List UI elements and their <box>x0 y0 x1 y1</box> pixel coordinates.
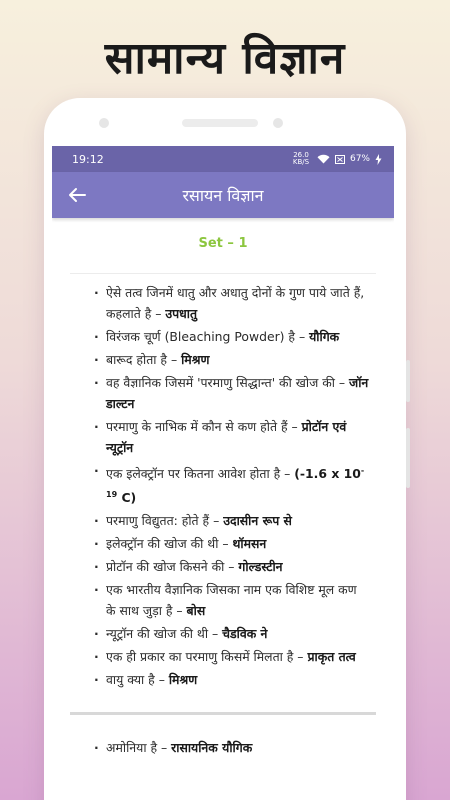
list-item: · अमोनिया है – रासायनिक यौगिक <box>96 737 370 758</box>
list-item: · परमाणु के नाभिक में कौन से कण होते हैं – प्रोटॉन एवं न्यूट्रॉन <box>96 416 370 458</box>
status-time: 19:12 <box>72 152 104 166</box>
wifi-icon <box>317 154 330 164</box>
list-item: · एक इलेक्ट्रॉन पर कितना आवेश होता है – (-1.6 x $10^{-19}$ C) <box>96 460 370 508</box>
battery-percent: 67% <box>349 154 370 164</box>
earpiece-speaker <box>182 119 258 127</box>
qa-list-next <box>70 715 376 758</box>
list-item: · वह वैज्ञानिक जिसमें 'परमाणु सिद्धान्त' की खोज की – जॉन डाल्टन <box>96 372 370 414</box>
power-button <box>406 428 410 488</box>
app-bar <box>52 172 394 218</box>
content-area[interactable] <box>52 236 394 758</box>
list-item: · विरंजक चूर्ण (Bleaching Powder) है – यौगिक <box>96 326 370 347</box>
back-arrow-icon[interactable] <box>66 184 88 206</box>
battery-charging-icon <box>375 154 382 165</box>
list-item: · वायु क्या है – मिश्रण <box>96 669 370 690</box>
data-speed: 26.0 KB/S <box>292 151 310 166</box>
phone-screen <box>52 146 394 800</box>
sensor-dot <box>273 118 283 128</box>
list-item: · न्यूट्रॉन की खोज की थी – चैडविक ने <box>96 623 370 644</box>
volume-button <box>406 360 410 402</box>
list-item: · एक भारतीय वैज्ञानिक जिसका नाम एक विशिष्ट मूल कण के साथ जुड़ा है – बोस <box>96 579 370 621</box>
list-item: · इलेक्ट्रॉन की खोज की थी – थॉमसन <box>96 533 370 554</box>
qa-list <box>70 274 376 690</box>
status-bar <box>52 146 394 172</box>
promo-title: सामान्य विज्ञान <box>104 33 346 84</box>
list-item: · ऐसे तत्व जिनमें धातु और अधातु दोनों के गुण पाये जाते हैं, कहलाते है – उपधातु <box>96 282 370 324</box>
list-item: · परमाणु विद्युतत: होते हैं – उदासीन रूप से <box>96 510 370 531</box>
front-camera-dot <box>99 118 109 128</box>
list-item: · बारूद होता है – मिश्रण <box>96 349 370 370</box>
app-title: रसायन विज्ञान <box>182 186 264 205</box>
list-item: · एक ही प्रकार का परमाणु किसमें मिलता है – प्राकृत तत्व <box>96 646 370 667</box>
status-icons <box>290 152 382 166</box>
sim-icon <box>335 155 345 164</box>
list-item: · प्रोटॉन की खोज किसने की – गोल्डस्टीन <box>96 556 370 577</box>
set-title: Set – 1 <box>198 236 248 251</box>
phone-top-bezel <box>44 98 406 146</box>
